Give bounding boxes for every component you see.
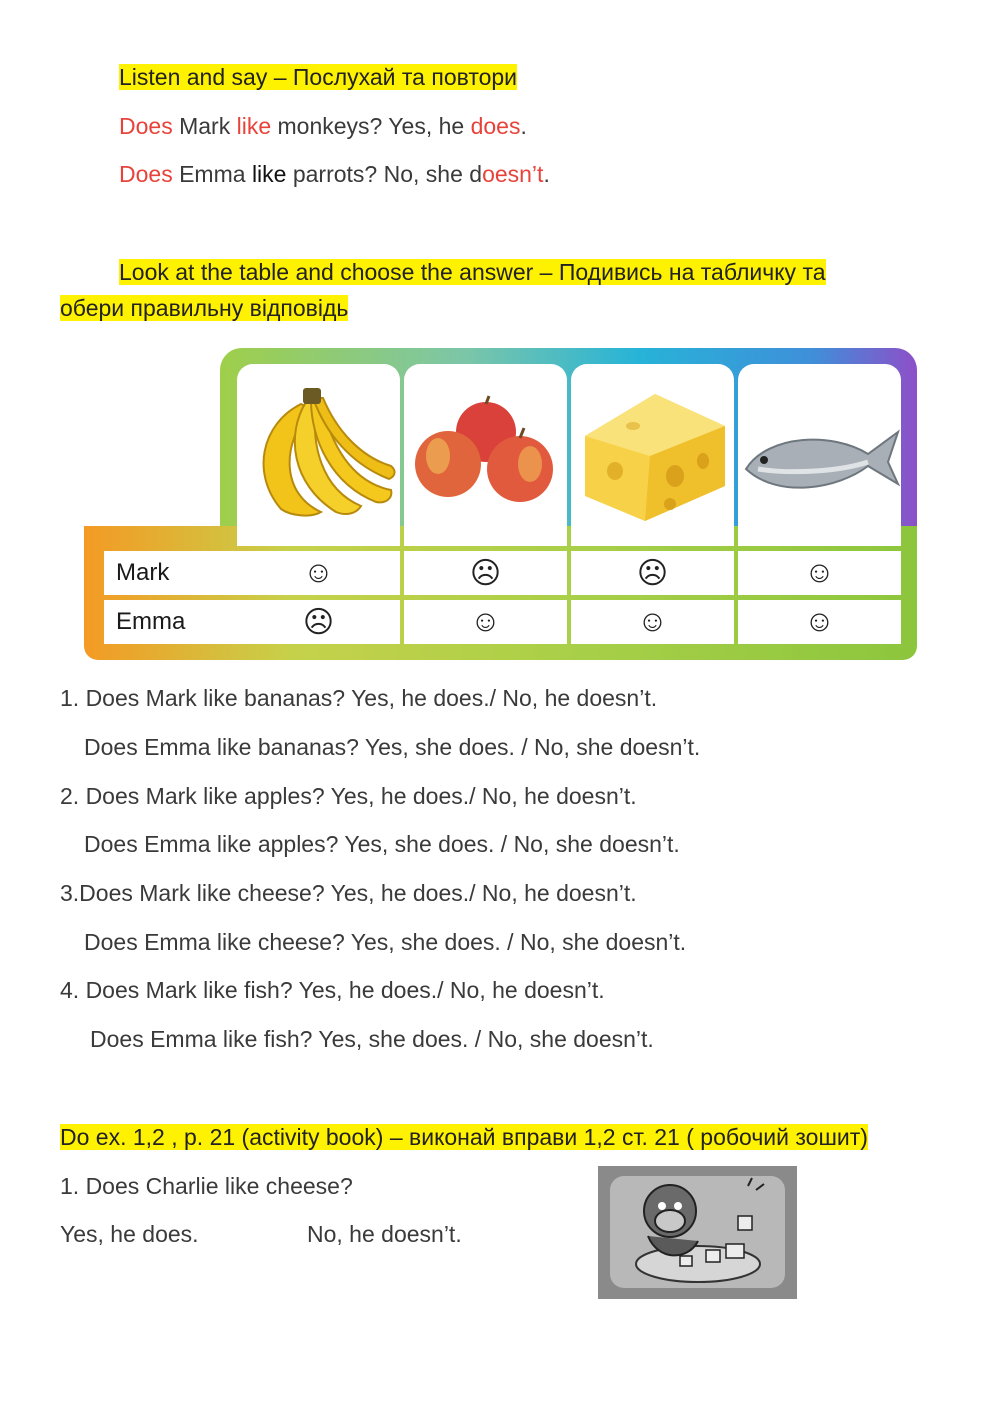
- table-heading-line1: Look at the table and choose the answer – Подивись на табличку та: [119, 259, 826, 285]
- monkey-eating-cheese-picture: [598, 1166, 797, 1299]
- banana-picture: [237, 364, 400, 546]
- question-2-emma: Does Emma like apples? Yes, she does. / No, she doesn’t.: [84, 831, 680, 857]
- mark-banana-face: ☺: [237, 551, 400, 595]
- emma-cheese-face: ☺: [571, 600, 734, 644]
- fish-icon: [738, 414, 901, 504]
- banana-icon: [241, 384, 396, 524]
- fish-picture: [738, 364, 901, 546]
- question-4-mark: 4. Does Mark like fish? Yes, he does./ No, he doesn’t.: [60, 977, 605, 1003]
- activity-book-heading: Do ex. 1,2 , p. 21 (activity book) – виконай вправи 1,2 ст. 21 ( робочий зошит): [60, 1124, 868, 1150]
- question-2-mark: 2. Does Mark like apples? Yes, he does./ No, he doesn’t.: [60, 783, 637, 809]
- charlie-question: 1. Does Charlie like cheese?: [60, 1173, 353, 1199]
- example-sentence-1: Does Mark like monkeys? Yes, he does.: [119, 113, 527, 139]
- answer-yes: Yes, he does.: [60, 1221, 199, 1247]
- answer-no: No, he doesn’t.: [307, 1221, 462, 1247]
- cheese-icon: [575, 386, 730, 526]
- apple-icon: [408, 394, 563, 514]
- apple-picture: [404, 364, 567, 546]
- mark-apple-face: ☹: [404, 551, 567, 595]
- question-1-emma: Does Emma like bananas? Yes, she does. / No, she doesn’t.: [84, 734, 701, 760]
- emma-fish-face: ☺: [738, 600, 901, 644]
- question-4-emma: Does Emma like fish? Yes, she does. / No, she doesn’t.: [90, 1026, 654, 1052]
- row-label-emma: Emma: [104, 600, 245, 644]
- monkey-icon: [598, 1166, 797, 1299]
- food-preference-table: [84, 348, 920, 660]
- question-3-emma: Does Emma like cheese? Yes, she does. / No, she doesn’t.: [84, 929, 687, 955]
- emma-apple-face: ☺: [404, 600, 567, 644]
- example-sentence-2: Does Emma like parrots? No, she doesn’t.: [119, 161, 550, 187]
- row-label-mark: Mark: [104, 551, 245, 595]
- question-1-mark: 1. Does Mark like bananas? Yes, he does./ No, he doesn’t.: [60, 685, 658, 711]
- table-heading-line2: обери правильну відповідь: [60, 295, 349, 321]
- cheese-picture: [571, 364, 734, 546]
- mark-cheese-face: ☹: [571, 551, 734, 595]
- listen-heading: Listen and say – Послухай та повтори: [119, 64, 518, 90]
- mark-fish-face: ☺: [738, 551, 901, 595]
- emma-banana-face: ☹: [237, 600, 400, 644]
- question-3-mark: 3.Does Mark like cheese? Yes, he does./ No, he doesn’t.: [60, 880, 637, 906]
